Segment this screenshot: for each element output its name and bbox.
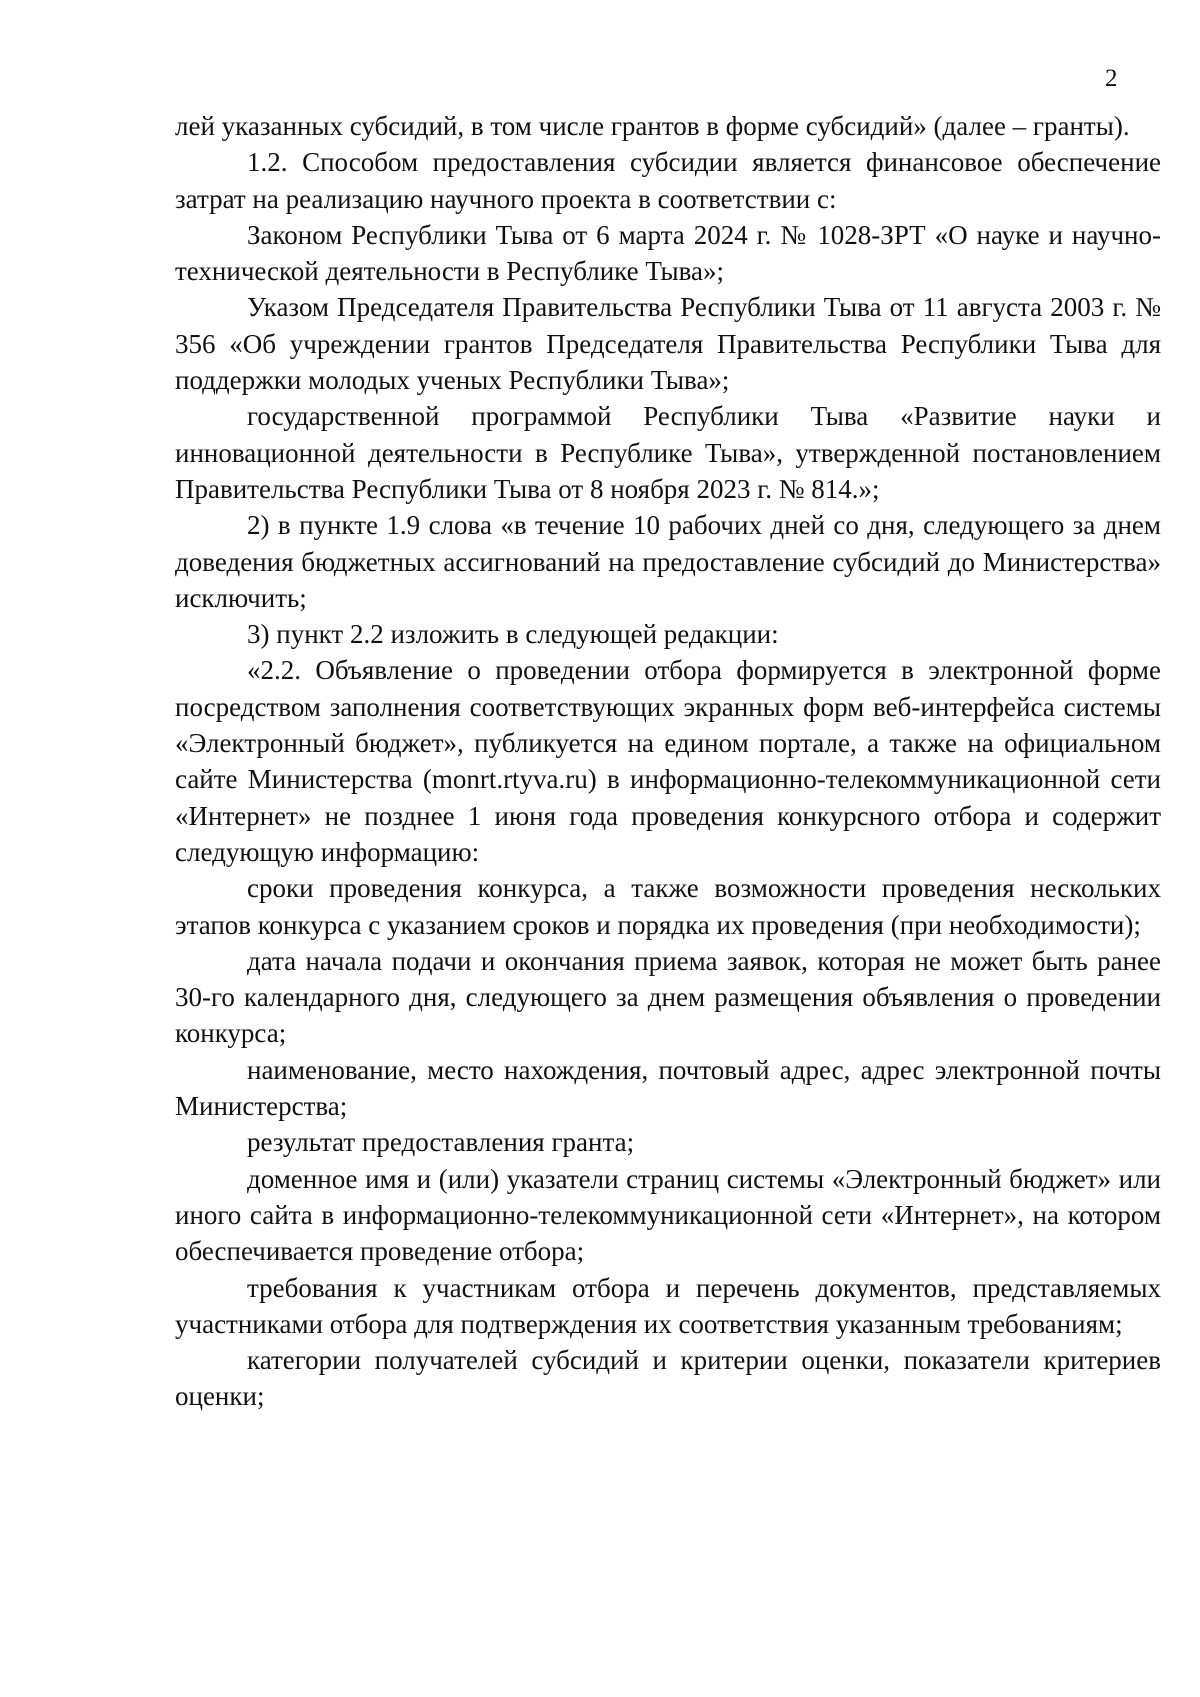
- paragraph-law-reference: Законом Республики Тыва от 6 марта 2024 г. № 1028-ЗРТ «О науке и научно-технической деятельности в Республике Тыва»;: [175, 219, 1161, 287]
- list-item-deadlines: сроки проведения конкурса, а также возможности проведения нескольких этапов конкурса с указанием сроков и порядка их проведения (при необходимости);: [175, 873, 1161, 940]
- document-body: [175, 108, 1161, 1415]
- list-item-ministry-contacts: наименование, место нахождения, почтовый адрес, адрес электронной почты Министерства;: [175, 1054, 1161, 1122]
- paragraph-amendment-3: 3) пункт 2.2 изложить в следующей редакции:: [247, 619, 779, 650]
- paragraph-item-1-2: 1.2. Способом предоставления субсидии является финансовое обеспечение затрат на реализацию научного проекта в соответствии с:: [175, 147, 1161, 214]
- paragraph-continuation: лей указанных субсидий, в том числе грантов в форме субсидий» (далее – гранты).: [175, 111, 1130, 141]
- list-item-participant-requirements: требования к участникам отбора и перечень документов, представляемых участниками отбора для подтверждения их соответствия указанным требованиям;: [175, 1272, 1161, 1339]
- list-item-evaluation-criteria: категории получателей субсидий и критерии оценки, показатели критериев оценки;: [175, 1345, 1161, 1412]
- paragraph-decree-reference: Указом Председателя Правительства Республики Тыва от 11 августа 2003 г. № 356 «Об учреждении грантов Председателя Правительства Республики Тыва для поддержки молодых ученых Республики Тыва»;: [175, 292, 1161, 396]
- page-number: 2: [1105, 65, 1118, 92]
- list-item-application-dates: дата начала подачи и окончания приема заявок, которая не может быть ранее 30-го календарного дня, следующего за днем размещения объявления о проведении конкурса;: [175, 945, 1161, 1049]
- paragraph-amendment-2: 2) в пункте 1.9 слова «в течение 10 рабочих дней со дня, следующего за днем доведения бюджетных ассигнований на предоставление субсидий до Министерства» исключить;: [175, 510, 1161, 613]
- list-item-domain-name: доменное имя и (или) указатели страниц системы «Электронный бюджет» или иного сайта в информационно-телекоммуникационной сети «Интернет», на котором обеспечивается проведение отбора;: [175, 1163, 1161, 1267]
- paragraph-program-reference: государственной программой Республики Тыва «Развитие науки и инновационной деятельности в Республике Тыва», утвержденной постановлением Правительства Республики Тыва от 8 ноября 2023 г. № 814.»;: [175, 401, 1161, 504]
- list-item-grant-result: результат предоставления гранта;: [247, 1127, 635, 1158]
- paragraph-item-2-2: «2.2. Объявление о проведении отбора формируется в электронной форме посредством заполнения соответствующих экранных форм веб-интерфейса системы «Электронный бюджет», публикуется на едином портале, а также на официальном сайте Министерства (monrt.rtyva.ru) в информационно-телекоммуникационной сети «Интернет» не позднее 1 июня года проведения конкурсного отбора и содержит следующую информацию:: [175, 655, 1161, 867]
